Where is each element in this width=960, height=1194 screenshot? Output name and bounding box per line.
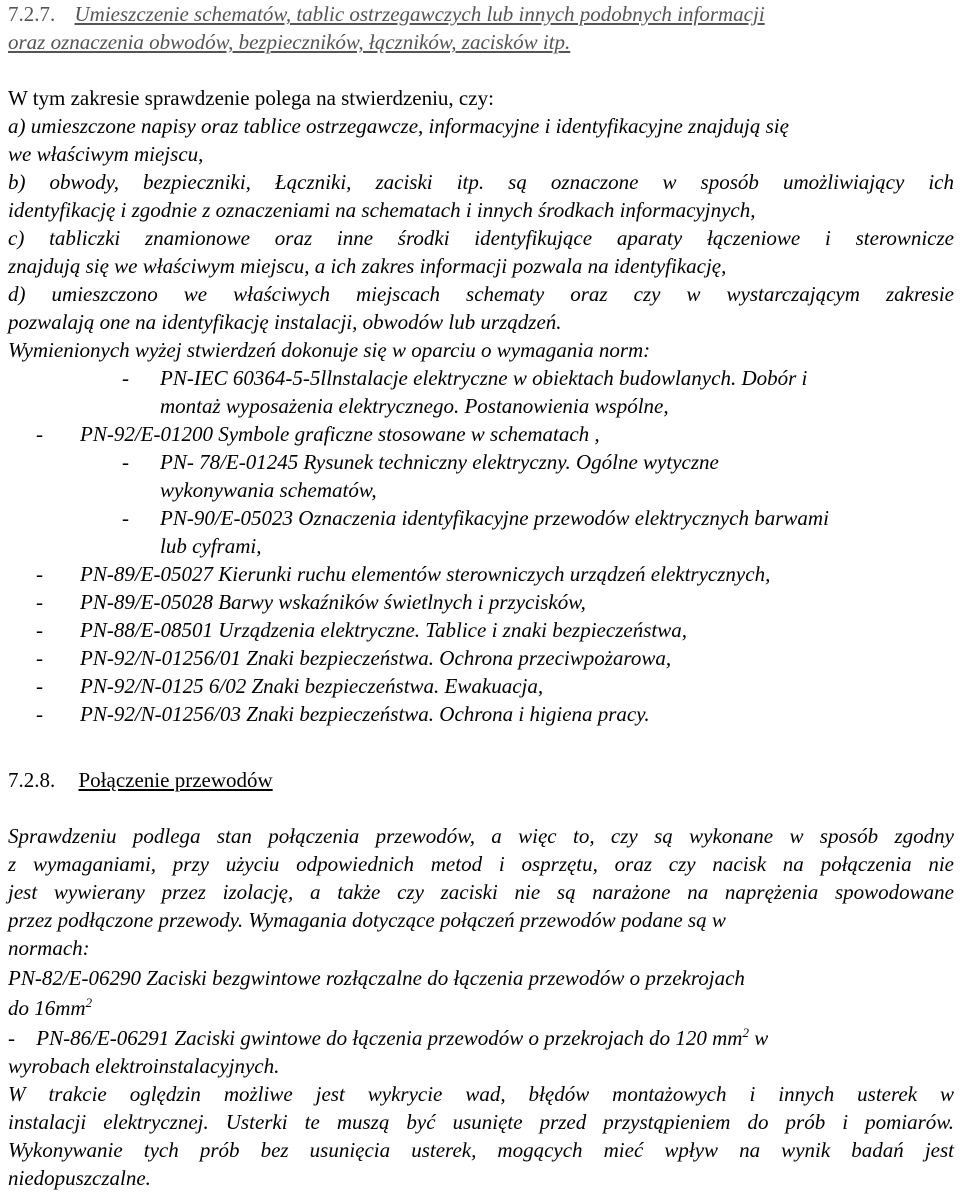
body-line: normach: (8, 936, 90, 960)
body-line: jest wywierany przez izolację, a także czy zaciski nie są narażone na naprężenia spowodowane (8, 880, 954, 904)
norm-text: do 16mm (8, 996, 86, 1020)
norms-intro: Wymienionych wyżej stwierdzeń dokonuje się w oparciu o wymagania norm: (8, 338, 651, 362)
body-line: przez podłączone przewody. Wymagania dotyczące połączeń przewodów podane są w (8, 908, 726, 932)
norm-ref-cont: wyrobach elektroinstalacyjnych. (8, 1054, 280, 1078)
list-dash: - (36, 562, 43, 586)
item-b-line1 (8, 168, 954, 196)
item-a-line1: a) umieszczone napisy oraz tablice ostrzegawcze, informacyjne i identyfikacyjne znajdują się (8, 114, 789, 138)
superscript: 2 (85, 995, 93, 1010)
item-c-line1: c) tabliczki znamionowe oraz inne środki identyfikujące aparaty łączeniowe i sterownicze (8, 226, 954, 250)
norm-ref: PN-82/E-06290 Zaciski bezgwintowe rozłączalne do łączenia przewodów o przekrojach (8, 966, 745, 990)
item-d-line2: pozwalają one na identyfikację instalacji, obwodów lub urządzeń. (8, 310, 562, 334)
norm-text: PN-92/N-01256/03 Znaki bezpieczeństwa. Ochrona i higiena pracy. (80, 702, 650, 726)
list-dash: - (36, 702, 43, 726)
item-b-line2: identyfikację i zgodnie z oznaczeniami na schematach i innych środkach informacyjnych, (8, 198, 756, 222)
body-line: instalacji elektrycznej. Usterki te muszą być usunięte przed przystąpieniem do prób i pomiarów. (8, 1110, 954, 1134)
superscript: 2 (742, 1025, 749, 1040)
body-line: niedopuszczalne. (8, 1166, 151, 1190)
list-dash: - (122, 450, 129, 474)
list-dash: - (36, 646, 43, 670)
section-title-line2: oraz oznaczenia obwodów, bezpieczników, łączników, zacisków itp. (8, 30, 571, 54)
body-line: Wykonywanie tych prób bez usunięcia usterek, mogących mieć wpływ na wynik badań jest (8, 1138, 954, 1162)
section-title-line1: Umieszczenie schematów, tablic ostrzegawczych lub innych podobnych informacji (74, 2, 765, 26)
section-number: 7.2.7. (8, 2, 56, 26)
norm-text: PN-90/E-05023 Oznaczenia identyfikacyjne przewodów elektrycznych barwami (160, 506, 829, 530)
norm-text: PN-92/N-01256/01 Znaki bezpieczeństwa. Ochrona przeciwpożarowa, (80, 646, 672, 670)
item-b-lead: b) obwody, bezpieczniki, Łączniki, zaciski itp. (8, 170, 485, 194)
list-dash: - (36, 674, 43, 698)
norm-ref (8, 1024, 954, 1052)
norm-text: PN-89/E-05028 Barwy wskaźników świetlnych i przycisków, (80, 590, 586, 614)
body-line: Sprawdzeniu podlega stan połączenia przewodów, a więc to, czy są wykonane w sposób zgodny (8, 824, 954, 848)
section-heading-7-2-8 (8, 766, 954, 794)
list-dash: - (122, 366, 129, 390)
norm-text: PN-92/E-01200 Symbole graficzne stosowane w schematach , (80, 422, 600, 446)
norm-text: PN-IEC 60364-5-5llnstalacje elektryczne w obiektach budowlanych. Dobór i (160, 366, 808, 390)
intro-paragraph: W tym zakresie sprawdzenie polega na stwierdzeniu, czy: (8, 86, 494, 110)
item-c-line2: znajdują się we właściwym miejscu, a ich zakres informacji pozwala na identyfikację, (8, 254, 727, 278)
norm-text: lub cyframi, (160, 534, 262, 558)
body-line: W trakcie oględzin możliwe jest wykrycie wad, błędów montażowych i innych usterek w (8, 1082, 954, 1106)
norm-text: PN-92/N-0125 6/02 Znaki bezpieczeństwa. Ewakuacja, (80, 674, 544, 698)
norm-ref-cont (8, 994, 954, 1022)
item-d-line1: d) umieszczono we właściwych miejscach schematy oraz czy w wystarczającym zakresie (8, 282, 954, 306)
section-number: 7.2.8. (8, 768, 56, 792)
section-heading-7-2-7 (8, 0, 954, 28)
list-dash: - (36, 590, 43, 614)
norm-text: PN-86/E-06291 Zaciski gwintowe do łączenia przewodów o przekrojach do 120 mm (36, 1026, 743, 1050)
norm-text: PN-89/E-05027 Kierunki ruchu elementów sterowniczych urządzeń elektrycznych, (80, 562, 771, 586)
list-dash: - (122, 506, 129, 530)
item-b-rest: są oznaczone w sposób umożliwiający ich (484, 170, 954, 194)
norm-text: montaż wyposażenia elektrycznego. Postanowienia wspólne, (160, 394, 669, 418)
section-title: Połączenie przewodów (78, 768, 273, 792)
list-dash: - (36, 618, 43, 642)
norm-text-end: w (748, 1026, 769, 1050)
norm-text: PN-88/E-08501 Urządzenia elektryczne. Tablice i znaki bezpieczeństwa, (80, 618, 687, 642)
list-dash: - (8, 1026, 15, 1050)
body-line: z wymaganiami, przy użyciu odpowiednich metod i osprzętu, oraz czy nacisk na połączenia nie (8, 852, 954, 876)
list-dash: - (36, 422, 43, 446)
norm-text: wykonywania schematów, (160, 478, 377, 502)
norm-text: PN- 78/E-01245 Rysunek techniczny elektryczny. Ogólne wytyczne (160, 450, 719, 474)
item-a-line2: we właściwym miejscu, (8, 142, 204, 166)
